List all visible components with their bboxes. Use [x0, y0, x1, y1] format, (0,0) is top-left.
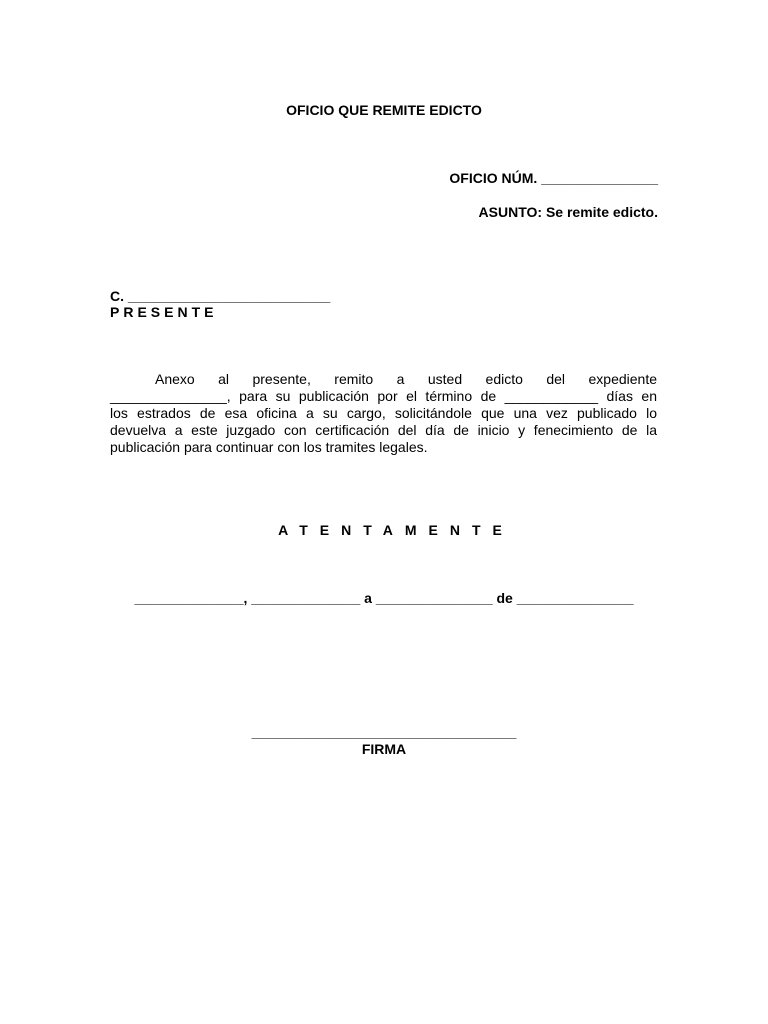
signature-line: __________________________________ — [251, 724, 517, 740]
signature-label: FIRMA — [361, 741, 407, 757]
closing-atentamente: ATENTAMENTE — [278, 522, 514, 538]
presente-heading: PRESENTE — [110, 304, 218, 320]
body-line: Anexo al presente, remito a usted edicto del expediente — [155, 371, 657, 387]
subject-line: ASUNTO: Se remite edicto. — [478, 204, 658, 220]
body-paragraph — [110, 371, 657, 456]
body-line: los estrados de esa oficina a su cargo, solicitándole que una vez publicado lo — [110, 405, 657, 421]
body-line: _______________, para su publicación por el término de ____________ días en — [110, 388, 657, 404]
body-line: devuelva a este juzgado con certificación del día de inicio y fenecimiento de la — [110, 422, 657, 438]
body-line: publicación para continuar con los tramites legales. — [110, 439, 428, 455]
recipient-line: C. __________________________ — [110, 288, 331, 304]
oficio-number: OFICIO NÚM. _______________ — [449, 170, 658, 186]
document-title: OFICIO QUE REMITE EDICTO — [286, 102, 482, 118]
date-place-line: ______________, ______________ a _______________ de _______________ — [134, 590, 634, 606]
